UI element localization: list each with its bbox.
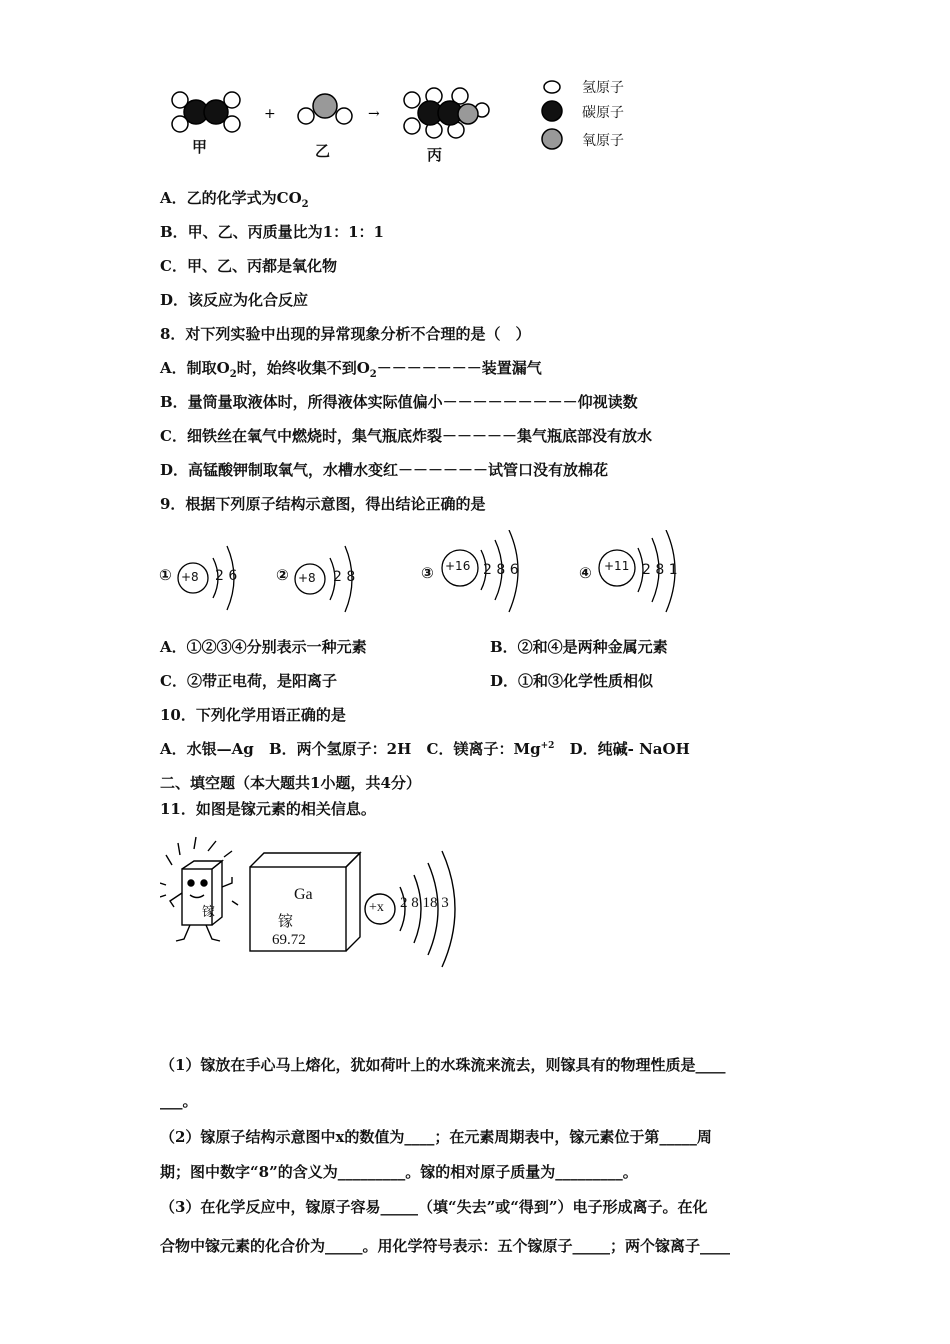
atom-shells: 2 8 18 3 bbox=[400, 895, 449, 911]
atom2-shells: 2 8 bbox=[333, 569, 356, 585]
q8-option-c: C．细铁丝在氧气中燃烧时，集气瓶底炸裂－－－－－集气瓶底部没有放水 bbox=[160, 427, 652, 445]
q11-part3-line1: （3）在化学反应中，镓原子容易_____（填“失去”或“得到”）电子形成离子。在化 bbox=[160, 1198, 708, 1216]
molecule-bing bbox=[404, 88, 489, 138]
atom-nucleus: +x bbox=[369, 900, 384, 915]
atom3-nucleus: +16 bbox=[445, 559, 471, 573]
q11-part1-line2: ___。 bbox=[160, 1092, 198, 1110]
q8-option-b: B．量筒量取液体时，所得液体实际值偏小－－－－－－－－－仰视读数 bbox=[160, 393, 638, 411]
legend-c-label: 碳原子 bbox=[582, 105, 624, 121]
atom2-number: ② bbox=[276, 566, 289, 584]
atom1-number: ① bbox=[159, 566, 172, 584]
q9-stem: 9．根据下列原子结构示意图，得出结论正确的是 bbox=[160, 495, 486, 513]
label-yi: 乙 bbox=[315, 142, 331, 160]
q10-option-d: D．纯碱- NaOH bbox=[569, 740, 690, 758]
label-jia: 甲 bbox=[192, 138, 208, 156]
q8-option-a: A．制取$O_2$时，始终收集不到$O_2-------$装置漏气 bbox=[160, 359, 542, 380]
cartoon-label: 镓 bbox=[202, 905, 216, 920]
legend bbox=[542, 81, 562, 149]
q11-part3-line2: 合物中镓元素的化合价为_____。用化学符号表示：五个镓原子_____；两个镓离子____ bbox=[160, 1237, 731, 1255]
atom3-shells: 2 8 6 bbox=[483, 562, 519, 578]
atom3-number: ③ bbox=[421, 564, 434, 582]
q7-option-c: C．甲、乙、丙都是氧化物 bbox=[160, 257, 337, 275]
section-heading: 二、填空题（本大题共1小题，共4分） bbox=[160, 774, 421, 792]
atom-diagrams bbox=[155, 530, 715, 620]
q11-part2-line2: 期；图中数字“8”的含义为_________。镓的相对原子质量为_________。 bbox=[160, 1163, 638, 1181]
element-symbol: Ga bbox=[294, 886, 313, 903]
q9-option-a: A．①②③④分别表示一种元素 bbox=[160, 638, 367, 656]
legend-h-label: 氢原子 bbox=[582, 80, 624, 96]
q9-option-d: D．①和③化学性质相似 bbox=[490, 672, 654, 690]
q11-stem: 11．如图是镓元素的相关信息。 bbox=[160, 800, 376, 818]
q11-part1-line1: （1）镓放在手心马上熔化，犹如荷叶上的水珠流来流去，则镓具有的物理性质是____ bbox=[160, 1056, 726, 1074]
atom1-shells: 2 6 bbox=[215, 568, 238, 584]
element-name: 镓 bbox=[278, 912, 294, 930]
label-bing: 丙 bbox=[427, 146, 443, 164]
q9-option-b: B．②和④是两种金属元素 bbox=[490, 638, 668, 656]
legend-h-swatch bbox=[544, 81, 560, 93]
q10-stem: 10．下列化学用语正确的是 bbox=[160, 706, 346, 724]
element-mass: 69.72 bbox=[272, 932, 306, 948]
reaction-figure bbox=[160, 70, 660, 165]
q10-option-a: A．水银—Ag bbox=[160, 740, 254, 758]
atom4-shells: 2 8 1 bbox=[642, 562, 678, 578]
arrow-sign: → bbox=[368, 106, 380, 122]
atom4-number: ④ bbox=[579, 564, 592, 582]
legend-o-swatch bbox=[542, 129, 562, 149]
atom4-nucleus: +11 bbox=[604, 559, 630, 573]
q7-option-d: D．该反应为化合反应 bbox=[160, 291, 309, 309]
plus-sign: + bbox=[264, 106, 276, 122]
q11-part2-line1: （2）镓原子结构示意图中x的数值为____；在元素周期表中，镓元素位于第_____周 bbox=[160, 1128, 712, 1146]
q8-option-d: D．高锰酸钾制取氧气，水槽水变红－－－－－－试管口没有放棉花 bbox=[160, 461, 609, 479]
atom1-nucleus: +8 bbox=[181, 570, 199, 584]
gallium-figure bbox=[160, 825, 480, 980]
atom-diagrams-svg bbox=[155, 530, 715, 620]
q7-option-a: A．乙的化学式为$CO_2$ bbox=[160, 189, 309, 210]
legend-o-label: 氧原子 bbox=[582, 133, 624, 149]
q7-option-b: B．甲、乙、丙质量比为1：1：1 bbox=[160, 223, 384, 241]
q10-option-b: B．两个氢原子：2H bbox=[269, 740, 412, 758]
legend-c-swatch bbox=[542, 101, 562, 121]
q9-option-c: C．②带正电荷，是阳离子 bbox=[160, 672, 337, 690]
q8-stem: 8．对下列实验中出现的异常现象分析不合理的是（ ） bbox=[160, 325, 531, 343]
q10-options bbox=[160, 738, 690, 759]
q10-option-c: C．镁离子：$Mg^{+2}$ bbox=[426, 740, 555, 758]
molecule-yi bbox=[298, 94, 352, 124]
atom2-nucleus: +8 bbox=[298, 571, 316, 585]
gallium-cartoon bbox=[160, 837, 238, 941]
molecule-jia bbox=[172, 92, 240, 132]
